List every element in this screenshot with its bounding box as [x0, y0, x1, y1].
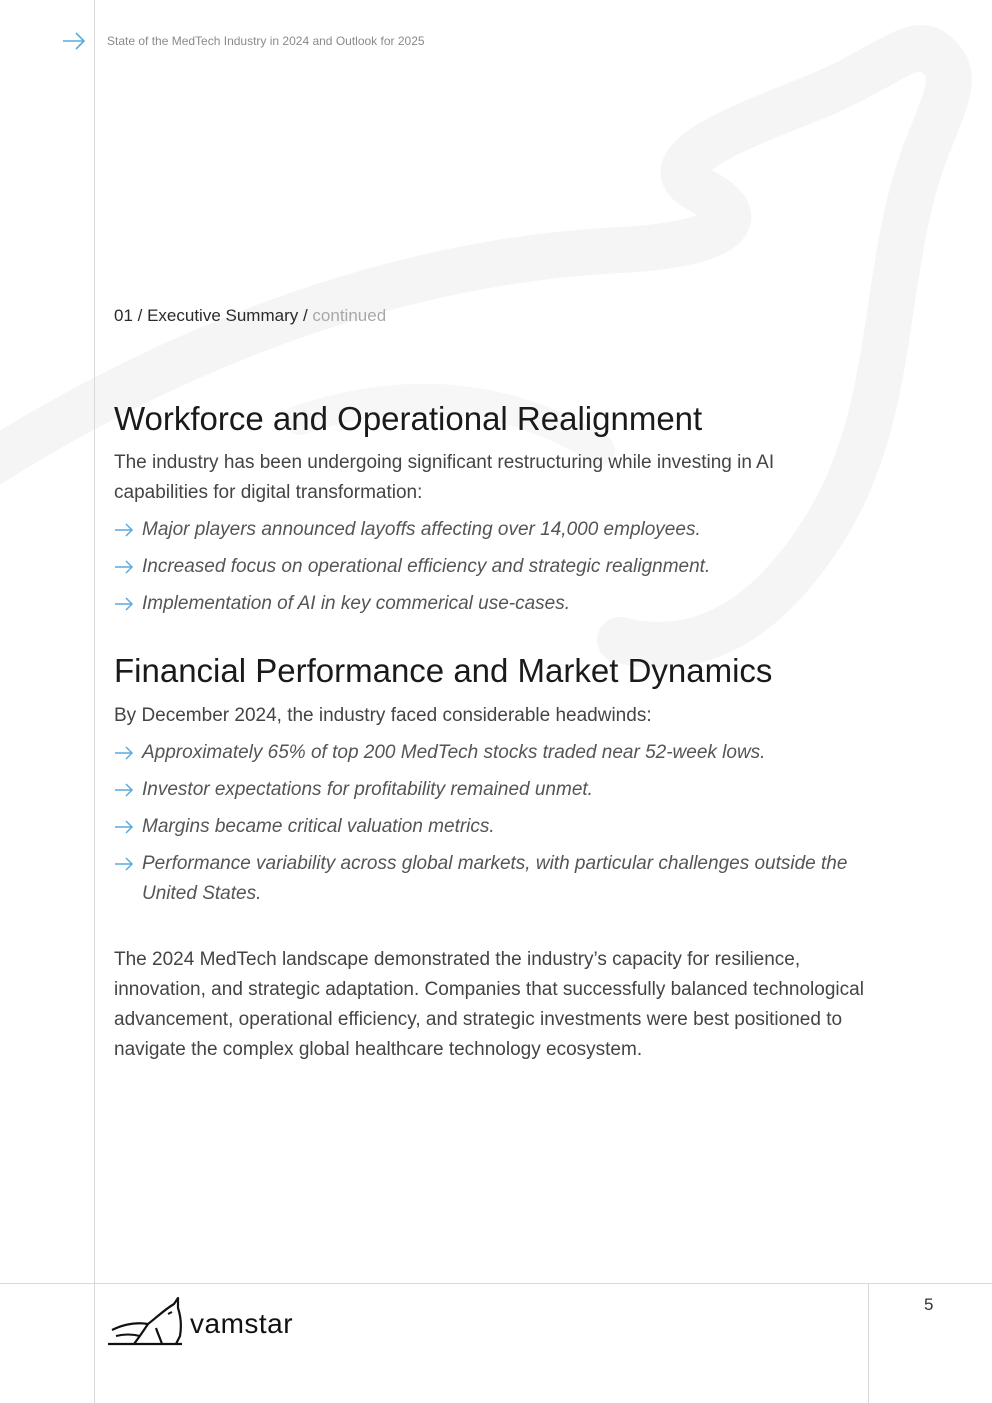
arrow-right-icon: [114, 560, 134, 574]
bullet-text: Margins became critical valuation metrics.: [142, 816, 495, 837]
breadcrumb-status: continued: [312, 306, 387, 325]
bullet-text: Implementation of AI in key commerical use-cases.: [142, 593, 571, 614]
section-intro: The industry has been undergoing significant restructuring while investing in AI capabilities for digital transformation:: [114, 452, 775, 503]
section-workforce: [114, 399, 864, 619]
list-item: [114, 515, 864, 545]
left-margin-rule: [94, 0, 95, 1403]
list-item: [114, 552, 864, 582]
bullet-text: Investor expectations for profitability remained unmet.: [142, 779, 593, 800]
document-title: State of the MedTech Industry in 2024 and Outlook for 2025: [107, 34, 425, 48]
bullet-text: Performance variability across global markets, with particular challenges outside the United States.: [142, 853, 848, 904]
brand-name: vamstar: [190, 1308, 294, 1339]
arrow-right-icon: [114, 597, 134, 611]
section-intro: By December 2024, the industry faced considerable headwinds:: [114, 705, 652, 726]
footer-divider: [868, 1283, 869, 1403]
bullet-text: Approximately 65% of top 200 MedTech stocks traded near 52-week lows.: [142, 742, 766, 763]
section-heading: Workforce and Operational Realignment: [114, 400, 703, 437]
page-number: 5: [924, 1295, 934, 1314]
bullet-list: [114, 738, 864, 909]
arrow-right-icon: [114, 820, 134, 834]
arrow-right-icon: [114, 523, 134, 537]
arrow-right-icon: [114, 783, 134, 797]
bullet-text: Major players announced layoffs affecting over 14,000 employees.: [142, 519, 701, 540]
list-item: [114, 775, 864, 805]
breadcrumb-section: 01 / Executive Summary /: [114, 306, 308, 325]
list-item: [114, 738, 864, 768]
section-heading: Financial Performance and Market Dynamics: [114, 652, 773, 689]
section-financial: [114, 651, 864, 909]
bullet-text: Increased focus on operational efficiency and strategic realignment.: [142, 556, 711, 577]
list-item: [114, 849, 864, 909]
closing-paragraph: The 2024 MedTech landscape demonstrated the industry’s capacity for resilience, innovation, and strategic adaptation. Companies that successfully balanced technological advancement, operational efficiency, and strategic investments were best positioned to navigate the complex global healthcare technology ecosystem.: [114, 949, 864, 1060]
arrow-right-icon: [114, 746, 134, 760]
list-item: [114, 589, 864, 619]
list-item: [114, 812, 864, 842]
bullet-list: [114, 515, 864, 619]
arrow-right-icon: [114, 857, 134, 871]
footer-rule: [0, 1283, 992, 1284]
arrow-right-icon: [61, 31, 87, 51]
breadcrumb: [114, 306, 386, 326]
